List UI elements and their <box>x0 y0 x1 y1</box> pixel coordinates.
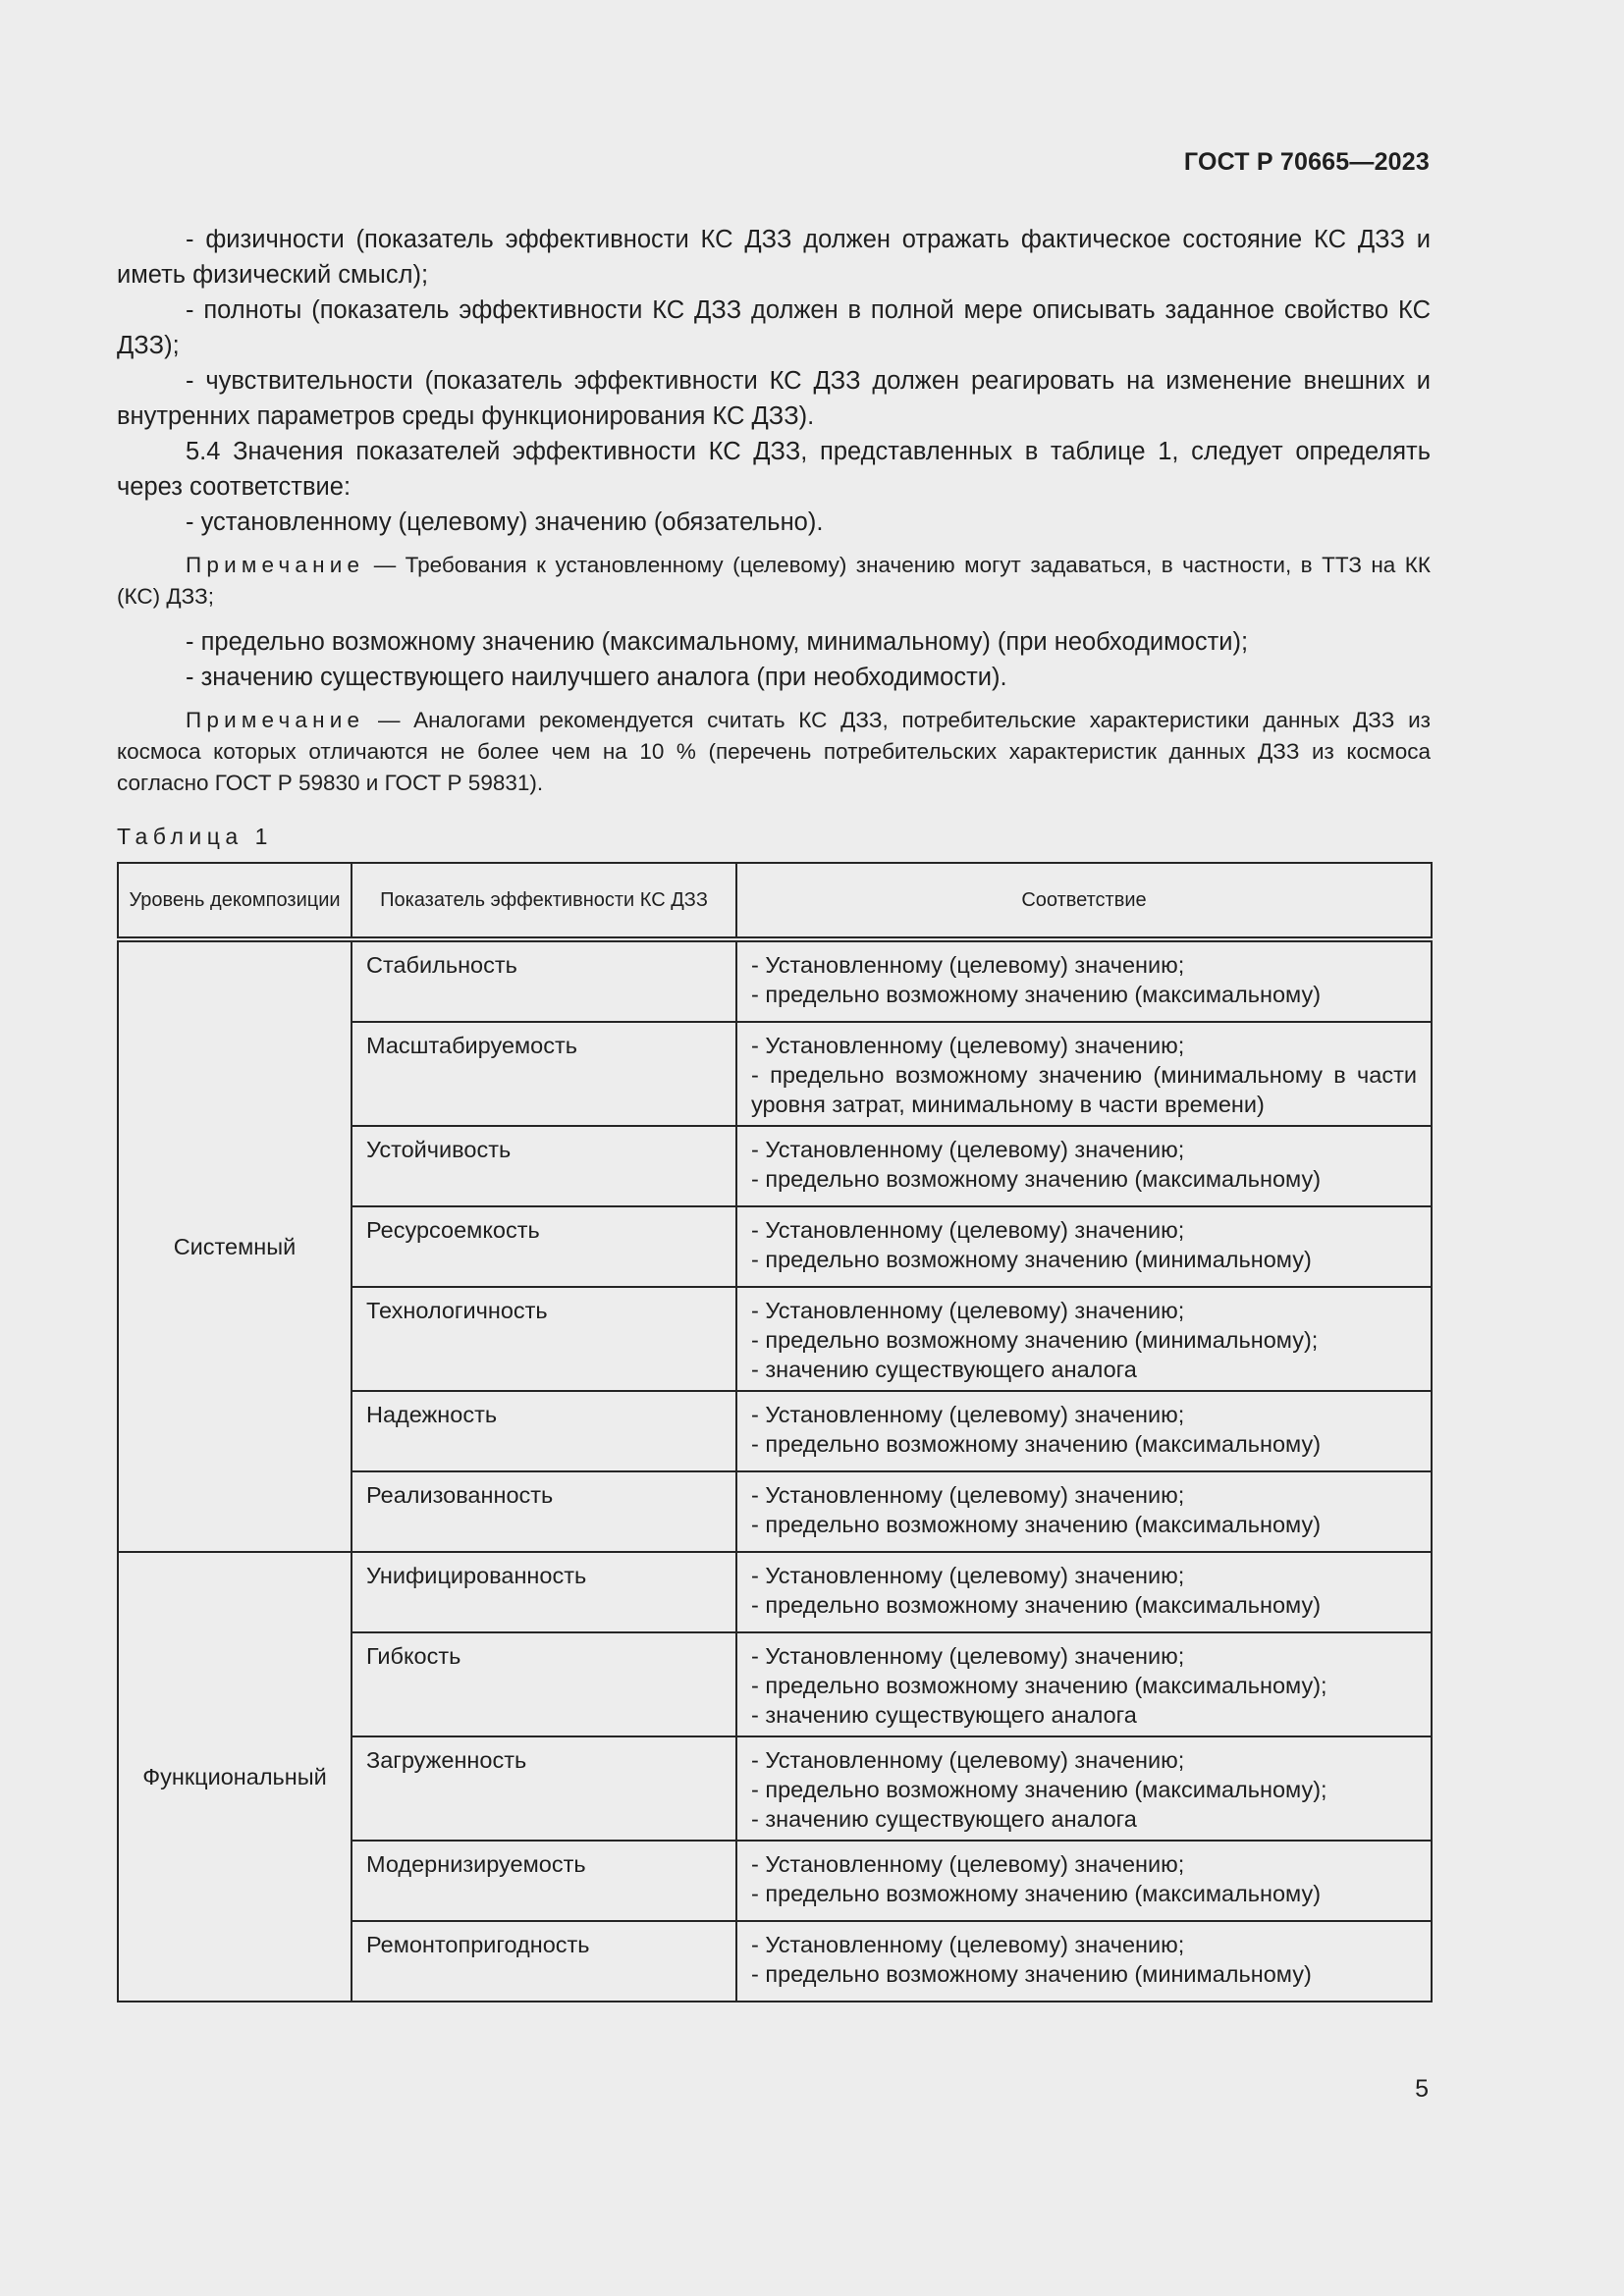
paragraph: - значению существующего наилучшего аналога (при необходимости). <box>186 664 1007 691</box>
decomposition-level-cell: Функциональный <box>118 1552 352 2002</box>
indicator-cell: Модернизируемость <box>352 1841 736 1921</box>
indicator-cell: Устойчивость <box>352 1126 736 1206</box>
compliance-item: - предельно возможному значению (максимальному); <box>751 1777 1327 1802</box>
compliance-item: - Установленному (целевому) значению; <box>751 1482 1185 1508</box>
compliance-item: - значению существующего аналога <box>751 1806 1137 1832</box>
compliance-cell <box>736 1841 1432 1921</box>
paragraph: - предельно возможному значению (максимальному, минимальному) (при необходимости); <box>186 628 1249 656</box>
table-header-row <box>118 863 1432 939</box>
compliance-item: - предельно возможному значению (минимальному в части уровня затрат, минимальному в части времени) <box>751 1062 1417 1117</box>
document-body <box>117 222 1431 2002</box>
indicator-cell: Ремонтопригодность <box>352 1921 736 2002</box>
compliance-item: - предельно возможному значению (максимальному) <box>751 1592 1322 1618</box>
compliance-item: - предельно возможному значению (максимальному) <box>751 1512 1322 1537</box>
indicator-cell: Гибкость <box>352 1632 736 1736</box>
compliance-item: - предельно возможному значению (минимальному); <box>751 1327 1319 1353</box>
paragraph: - полноты (показатель эффективности КС ДЗЗ должен в полной мере описывать заданное свойство КС ДЗЗ); <box>117 296 1431 359</box>
note-2 <box>117 705 1431 799</box>
compliance-cell <box>736 939 1432 1022</box>
compliance-item: - предельно возможному значению (минимальному) <box>751 1961 1312 1987</box>
compliance-cell <box>736 1391 1432 1471</box>
table-row <box>118 1552 1432 1632</box>
indicator-cell: Унифицированность <box>352 1552 736 1632</box>
compliance-cell <box>736 1736 1432 1841</box>
column-header-compliance: Соответствие <box>736 863 1432 939</box>
compliance-item: - Установленному (целевому) значению; <box>751 1033 1185 1058</box>
paragraph: - физичности (показатель эффективности КС ДЗЗ должен отражать фактическое состояние КС ДЗЗ и иметь физический смысл); <box>117 226 1431 289</box>
decomposition-level-cell: Системный <box>118 939 352 1552</box>
compliance-item: - предельно возможному значению (максимальному) <box>751 1881 1322 1906</box>
table-body <box>118 939 1432 2002</box>
compliance-item: - Установленному (целевому) значению; <box>751 1747 1185 1773</box>
compliance-item: - Установленному (целевому) значению; <box>751 1932 1185 1957</box>
indicator-cell: Загруженность <box>352 1736 736 1841</box>
paragraph: 5.4 Значения показателей эффективности КС ДЗЗ, представленных в таблице 1, следует определять через соответствие: <box>117 438 1431 501</box>
compliance-item: - Установленному (целевому) значению; <box>751 1137 1185 1162</box>
note-text: — Аналогами рекомендуется считать КС ДЗЗ, потребительские характеристики данных ДЗЗ из космоса которых отличаются не более чем на 10 % (перечень потребительских характеристик данных ДЗЗ из космоса согласно ГОСТ Р 59830 и ГОСТ Р 59831). <box>117 708 1431 795</box>
note-label: Примечание <box>186 553 365 577</box>
document-designation: ГОСТ Р 70665—2023 <box>1183 148 1430 176</box>
compliance-item: - значению существующего аналога <box>751 1702 1137 1728</box>
table-caption: Таблица 1 <box>117 824 273 849</box>
paragraph: - чувствительности (показатель эффективности КС ДЗЗ должен реагировать на изменение внешних и внутренних параметров среды функционирования КС ДЗЗ). <box>117 367 1431 430</box>
compliance-item: - предельно возможному значению (максимальному); <box>751 1673 1327 1698</box>
column-header-indicator: Показатель эффективности КС ДЗЗ <box>352 863 736 939</box>
note-label: Примечание <box>186 708 365 732</box>
compliance-cell <box>736 1022 1432 1126</box>
compliance-item: - Установленному (целевому) значению; <box>751 1851 1185 1877</box>
note-text: — Требования к установленному (целевому) значению могут задаваться, в частности, в ТТЗ на КК (КС) ДЗЗ; <box>117 553 1431 609</box>
compliance-cell <box>736 1287 1432 1391</box>
compliance-table <box>117 862 1433 2002</box>
indicator-cell: Реализованность <box>352 1471 736 1552</box>
compliance-cell <box>736 1126 1432 1206</box>
compliance-cell <box>736 1552 1432 1632</box>
compliance-item: - предельно возможному значению (максимальному) <box>751 982 1322 1007</box>
compliance-item: - Установленному (целевому) значению; <box>751 1298 1185 1323</box>
indicator-cell: Надежность <box>352 1391 736 1471</box>
compliance-item: - предельно возможному значению (максимальному) <box>751 1166 1322 1192</box>
indicator-cell: Технологичность <box>352 1287 736 1391</box>
compliance-item: - значению существующего аналога <box>751 1357 1137 1382</box>
compliance-item: - предельно возможному значению (максимальному) <box>751 1431 1322 1457</box>
page-number: 5 <box>1415 2075 1429 2103</box>
compliance-item: - Установленному (целевому) значению; <box>751 1402 1185 1427</box>
indicator-cell: Стабильность <box>352 939 736 1022</box>
indicator-cell: Масштабируемость <box>352 1022 736 1126</box>
compliance-cell <box>736 1206 1432 1287</box>
paragraph: - установленному (целевому) значению (обязательно). <box>186 508 824 536</box>
compliance-item: - Установленному (целевому) значению; <box>751 952 1185 978</box>
compliance-cell <box>736 1471 1432 1552</box>
column-header-level: Уровень декомпозиции <box>118 863 352 939</box>
compliance-cell <box>736 1921 1432 2002</box>
compliance-item: - предельно возможному значению (минимальному) <box>751 1247 1312 1272</box>
compliance-cell <box>736 1632 1432 1736</box>
compliance-item: - Установленному (целевому) значению; <box>751 1643 1185 1669</box>
compliance-item: - Установленному (целевому) значению; <box>751 1563 1185 1588</box>
table-row <box>118 939 1432 1022</box>
compliance-item: - Установленному (целевому) значению; <box>751 1217 1185 1243</box>
indicator-cell: Ресурсоемкость <box>352 1206 736 1287</box>
note-1 <box>117 550 1431 613</box>
